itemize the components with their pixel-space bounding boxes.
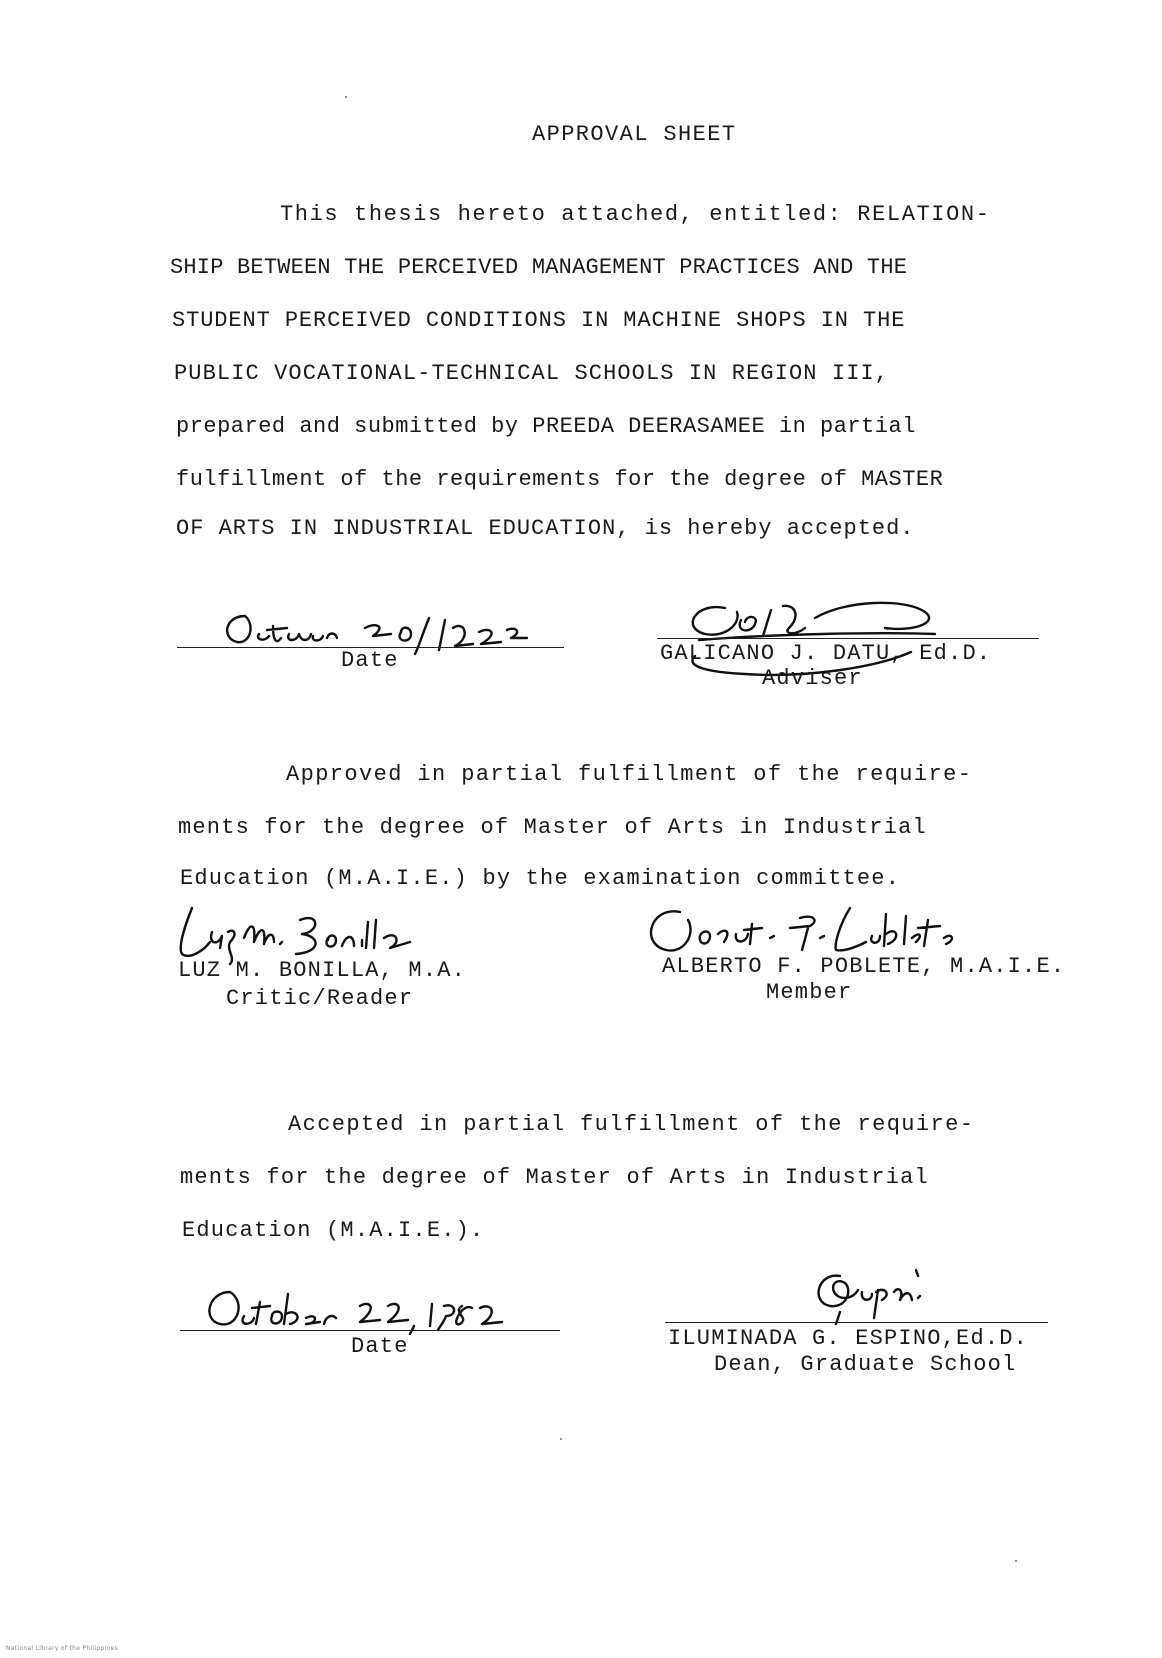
dean-role: Dean, Graduate School	[714, 1352, 1017, 1377]
intro-line: This thesis hereto attached, entitled: RELATION-	[280, 202, 991, 227]
member-name: ALBERTO F. POBLETE, M.A.I.E.	[662, 954, 1066, 979]
paper-speck	[560, 1438, 562, 1440]
paper-speck	[1015, 1560, 1017, 1562]
adviser-role: Adviser	[762, 666, 863, 691]
adviser-signature-line	[657, 638, 1039, 639]
critic-name: LUZ M. BONILLA, M.A.	[178, 958, 467, 983]
paper-speck	[345, 96, 347, 98]
intro-line: STUDENT PERCEIVED CONDITIONS IN MACHINE SHOPS IN THE	[172, 308, 906, 333]
intro-line: SHIP BETWEEN THE PERCEIVED MANAGEMENT PRACTICES AND THE	[170, 255, 908, 280]
intro-line: OF ARTS IN INDUSTRIAL EDUCATION, is hereby accepted.	[176, 516, 915, 541]
intro-line: fulfillment of the requirements for the degree of MASTER	[176, 467, 944, 492]
dean-name: ILUMINADA G. ESPINO,Ed.D.	[668, 1326, 1029, 1351]
adviser-name: GALICANO J. DATU, Ed.D.	[660, 641, 992, 666]
dean-signature-line	[665, 1322, 1048, 1323]
member-role: Member	[766, 980, 853, 1005]
critic-role: Critic/Reader	[226, 986, 414, 1011]
date-label: Date	[351, 1334, 409, 1359]
acceptance-line: ments for the degree of Master of Arts in Industrial	[180, 1165, 929, 1190]
handwritten-date-signature	[200, 1282, 520, 1342]
acceptance-line: Accepted in partial fulfillment of the require-	[288, 1112, 975, 1137]
archive-footer: National Library of the Philippines	[6, 1645, 119, 1652]
date-label: Date	[341, 648, 399, 673]
committee-line: Education (M.A.I.E.) by the examination committee.	[180, 866, 901, 891]
page-title: APPROVAL SHEET	[532, 122, 737, 147]
committee-line: ments for the degree of Master of Arts in Industrial	[178, 815, 927, 840]
acceptance-line: Education (M.A.I.E.).	[182, 1218, 485, 1243]
date-signature-line	[180, 1330, 560, 1331]
intro-line: prepared and submitted by PREEDA DEERASAMEE in partial	[176, 414, 916, 439]
committee-line: Approved in partial fulfillment of the require-	[286, 762, 973, 787]
intro-line: PUBLIC VOCATIONAL-TECHNICAL SCHOOLS IN REGION III,	[174, 361, 890, 386]
